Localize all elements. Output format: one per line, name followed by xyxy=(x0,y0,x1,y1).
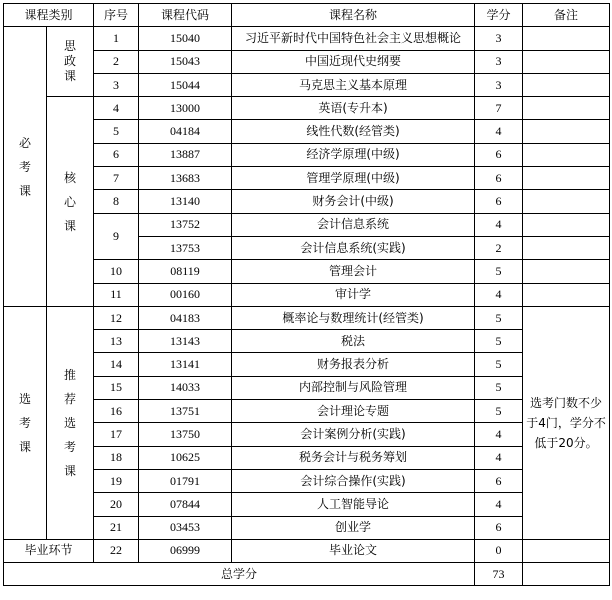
table-row xyxy=(4,376,610,399)
table-row xyxy=(4,190,610,213)
cell-code: 15043 xyxy=(139,50,232,73)
cell-seq: 12 xyxy=(94,306,139,329)
cell-seq: 6 xyxy=(94,143,139,166)
cell-remark xyxy=(523,283,610,306)
table-row xyxy=(4,353,610,376)
table-row xyxy=(4,213,610,236)
course-plan-table xyxy=(3,3,610,586)
cell-credit: 4 xyxy=(475,120,523,143)
elective-remark: 选考门数不少于4门，学分不低于20分。 xyxy=(523,306,610,539)
cell-seq: 3 xyxy=(94,73,139,96)
cell-credit: 6 xyxy=(475,167,523,190)
group-ideological-label-char: 思 xyxy=(64,39,77,54)
cell-remark xyxy=(523,213,610,236)
cell-name: 创业学 xyxy=(232,516,475,539)
cell-name: 审计学 xyxy=(232,283,475,306)
table-row xyxy=(4,167,610,190)
group-elective-label xyxy=(4,306,47,539)
cell-code: 13683 xyxy=(139,167,232,190)
header-category: 课程类别 xyxy=(4,4,94,27)
cell-code: 03453 xyxy=(139,516,232,539)
cell-code: 08119 xyxy=(139,260,232,283)
cell-name: 会计信息系统(实践) xyxy=(232,236,475,259)
cell-credit: 6 xyxy=(475,143,523,166)
cell-seq: 10 xyxy=(94,260,139,283)
cell-seq: 11 xyxy=(94,283,139,306)
cell-seq: 19 xyxy=(94,469,139,492)
group-required-label-char: 课 xyxy=(18,183,31,198)
table-row xyxy=(4,120,610,143)
cell-name: 会计案例分析(实践) xyxy=(232,423,475,446)
cell-remark xyxy=(523,167,610,190)
header-credit: 学分 xyxy=(475,4,523,27)
header-remark: 备注 xyxy=(523,4,610,27)
cell-name: 马克思主义基本原理 xyxy=(232,73,475,96)
cell-name: 会计信息系统 xyxy=(232,213,475,236)
cell-seq: 1 xyxy=(94,27,139,50)
cell-code: 01791 xyxy=(139,469,232,492)
cell-code: 13140 xyxy=(139,190,232,213)
cell-credit: 7 xyxy=(475,97,523,120)
table-row xyxy=(4,97,610,120)
cell-credit: 4 xyxy=(475,493,523,516)
cell-name: 税法 xyxy=(232,330,475,353)
cell-code: 06999 xyxy=(139,539,232,562)
table-row xyxy=(4,469,610,492)
group-elective-label-char: 课 xyxy=(18,439,31,454)
cell-credit: 5 xyxy=(475,260,523,283)
cell-remark xyxy=(523,50,610,73)
cell-remark xyxy=(523,260,610,283)
cell-name: 管理学原理(中级) xyxy=(232,167,475,190)
cell-seq: 21 xyxy=(94,516,139,539)
group-ideological-label xyxy=(47,27,94,97)
cell-code: 00160 xyxy=(139,283,232,306)
header-code: 课程代码 xyxy=(139,4,232,27)
cell-credit: 4 xyxy=(475,423,523,446)
group-ideological-label-char: 政 xyxy=(64,54,77,69)
cell-code: 13753 xyxy=(139,236,232,259)
cell-credit: 4 xyxy=(475,283,523,306)
cell-seq: 7 xyxy=(94,167,139,190)
cell-name: 人工智能导论 xyxy=(232,493,475,516)
table-row xyxy=(4,260,610,283)
group-core-label xyxy=(47,97,94,307)
cell-seq: 9 xyxy=(94,213,139,260)
cell-name: 英语(专升本) xyxy=(232,97,475,120)
cell-remark xyxy=(523,190,610,213)
cell-credit: 5 xyxy=(475,330,523,353)
cell-name: 习近平新时代中国特色社会主义思想概论 xyxy=(232,27,475,50)
cell-seq: 8 xyxy=(94,190,139,213)
cell-name: 线性代数(经管类) xyxy=(232,120,475,143)
header-name: 课程名称 xyxy=(232,4,475,27)
table-row xyxy=(4,50,610,73)
table-row xyxy=(4,493,610,516)
group-elective-label-char: 选 xyxy=(18,391,31,406)
cell-credit: 5 xyxy=(475,353,523,376)
cell-name: 毕业论文 xyxy=(232,539,475,562)
cell-code: 13141 xyxy=(139,353,232,376)
cell-remark xyxy=(523,120,610,143)
cell-credit: 3 xyxy=(475,50,523,73)
cell-credit: 6 xyxy=(475,190,523,213)
group-graduation-label: 毕业环节 xyxy=(4,539,94,562)
cell-remark xyxy=(523,236,610,259)
cell-name: 内部控制与风险管理 xyxy=(232,376,475,399)
table-row xyxy=(4,516,610,539)
cell-code: 04184 xyxy=(139,120,232,143)
cell-name: 财务报表分析 xyxy=(232,353,475,376)
table-row xyxy=(4,446,610,469)
group-recommended-label-char: 推 xyxy=(64,367,77,382)
cell-remark xyxy=(523,27,610,50)
group-required-label-char: 考 xyxy=(18,159,31,174)
cell-credit: 6 xyxy=(475,516,523,539)
cell-name: 税务会计与税务筹划 xyxy=(232,446,475,469)
cell-code: 10625 xyxy=(139,446,232,469)
cell-seq: 16 xyxy=(94,400,139,423)
group-required-label-char: 必 xyxy=(18,135,31,150)
cell-name: 概率论与数理统计(经管类) xyxy=(232,306,475,329)
cell-seq: 22 xyxy=(94,539,139,562)
cell-code: 04183 xyxy=(139,306,232,329)
table-row xyxy=(4,73,610,96)
cell-remark xyxy=(523,143,610,166)
cell-name: 会计理论专题 xyxy=(232,400,475,423)
cell-seq: 20 xyxy=(94,493,139,516)
cell-remark xyxy=(523,539,610,562)
cell-seq: 2 xyxy=(94,50,139,73)
cell-credit: 3 xyxy=(475,73,523,96)
group-recommended-label-char: 选 xyxy=(64,415,77,430)
table-row xyxy=(4,143,610,166)
table-row xyxy=(4,400,610,423)
cell-credit: 0 xyxy=(475,539,523,562)
cell-code: 13887 xyxy=(139,143,232,166)
cell-remark xyxy=(523,73,610,96)
total-label: 总学分 xyxy=(4,563,475,586)
cell-credit: 4 xyxy=(475,213,523,236)
cell-code: 07844 xyxy=(139,493,232,516)
group-recommended-label-char: 课 xyxy=(64,463,77,478)
cell-credit: 5 xyxy=(475,400,523,423)
group-core-label-char: 课 xyxy=(64,218,77,233)
table-row xyxy=(4,306,610,329)
header-seq: 序号 xyxy=(94,4,139,27)
cell-code: 13752 xyxy=(139,213,232,236)
table-row xyxy=(4,539,610,562)
cell-seq: 5 xyxy=(94,120,139,143)
cell-remark xyxy=(523,97,610,120)
cell-name: 中国近现代史纲要 xyxy=(232,50,475,73)
cell-credit: 4 xyxy=(475,446,523,469)
total-value: 73 xyxy=(475,563,523,586)
table-row xyxy=(4,423,610,446)
cell-code: 13751 xyxy=(139,400,232,423)
cell-code: 13750 xyxy=(139,423,232,446)
cell-credit: 2 xyxy=(475,236,523,259)
group-recommended-label xyxy=(47,306,94,539)
cell-seq: 4 xyxy=(94,97,139,120)
group-recommended-label-char: 考 xyxy=(64,439,77,454)
cell-code: 14033 xyxy=(139,376,232,399)
cell-name: 会计综合操作(实践) xyxy=(232,469,475,492)
cell-seq: 14 xyxy=(94,353,139,376)
cell-name: 经济学原理(中级) xyxy=(232,143,475,166)
cell-seq: 17 xyxy=(94,423,139,446)
cell-seq: 15 xyxy=(94,376,139,399)
cell-code: 13000 xyxy=(139,97,232,120)
group-recommended-label-char: 荐 xyxy=(64,391,77,406)
cell-name: 财务会计(中级) xyxy=(232,190,475,213)
cell-code: 15040 xyxy=(139,27,232,50)
cell-code: 15044 xyxy=(139,73,232,96)
group-core-label-char: 核 xyxy=(64,170,77,185)
group-elective-label-char: 考 xyxy=(18,415,31,430)
table-row xyxy=(4,283,610,306)
total-remark xyxy=(523,563,610,586)
total-row xyxy=(4,563,610,586)
cell-credit: 6 xyxy=(475,469,523,492)
cell-credit: 5 xyxy=(475,376,523,399)
table-row xyxy=(4,27,610,50)
header-row xyxy=(4,4,610,27)
cell-credit: 5 xyxy=(475,306,523,329)
cell-credit: 3 xyxy=(475,27,523,50)
cell-name: 管理会计 xyxy=(232,260,475,283)
group-ideological-label-char: 课 xyxy=(64,69,77,84)
group-required-label xyxy=(4,27,47,307)
cell-seq: 13 xyxy=(94,330,139,353)
group-core-label-char: 心 xyxy=(64,194,77,209)
cell-seq: 18 xyxy=(94,446,139,469)
table-row xyxy=(4,330,610,353)
cell-code: 13143 xyxy=(139,330,232,353)
